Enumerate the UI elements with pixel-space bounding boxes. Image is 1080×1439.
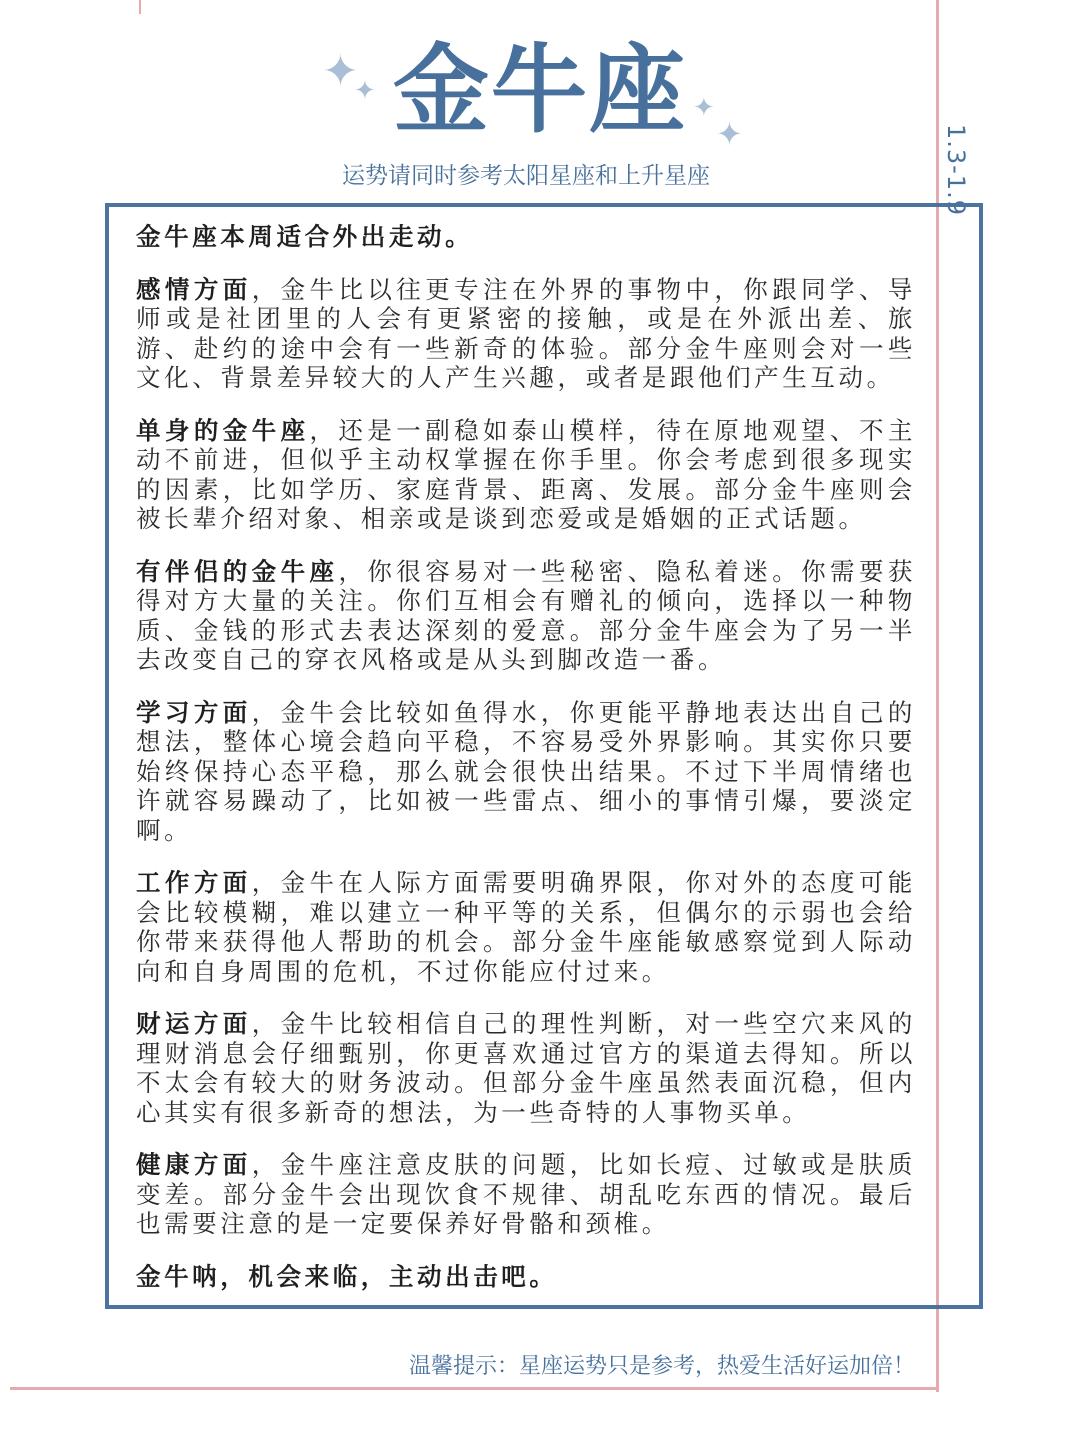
section-heading: 学习方面	[136, 697, 252, 727]
closing-text: 金牛呐，机会来临，主动出击吧。	[136, 1261, 558, 1291]
section-heading: 单身的金牛座	[136, 415, 310, 445]
section-text: ，金牛在人际方面需要明确界限，你对外的态度可能会比较模糊，难以建立一种平等的关系，但偶尔的示弱也会给你带来获得他人帮助的机会。部分金牛座能敏感察觉到人际动向和自身周围的危机，不过你能应付过来。	[136, 868, 916, 986]
page-subtitle: 运势请同时参考太阳星座和上升星座	[342, 163, 710, 189]
intro-text: 金牛座本周适合外出走动。	[136, 222, 474, 251]
footer-tip: 温馨提示：星座运势只是参考，热爱生活好运加倍！	[408, 1354, 915, 1379]
section-love	[136, 275, 916, 393]
section-partnered	[136, 557, 916, 675]
section-heading: 健康方面	[136, 1150, 252, 1179]
page-title: 金牛座	[393, 34, 687, 146]
intro-paragraph	[136, 222, 916, 252]
sparkle-icon: ✦	[693, 93, 715, 123]
closing-paragraph	[136, 1262, 916, 1292]
sparkle-icon: ✦	[354, 76, 376, 106]
section-heading: 工作方面	[136, 868, 252, 897]
section-wealth	[136, 1009, 916, 1127]
sparkle-icon: ✦	[716, 115, 743, 153]
decorative-horizontal-line	[10, 1387, 939, 1390]
sparkle-icon: ✦	[322, 46, 359, 97]
decorative-tick-line	[139, 0, 141, 14]
date-range-label: 1.3-1.9	[942, 124, 970, 216]
section-text: ，你很容易对一些秘密、隐私着迷。你需要获得对方大量的关注。你们互相会有赠礼的倾向，选择以一种物质、金钱的形式去表达深刻的爱意。部分金牛座会为了另一半去改变自己的穿衣风格或是从头到脚改造一番。	[136, 556, 916, 674]
section-study	[136, 698, 916, 846]
section-text: ，金牛比以往更专注在外界的事物中，你跟同学、导师或是社团里的人会有更紧密的接触，或是在外派出差、旅游、赴约的途中会有一些新奇的体验。部分金牛座则会对一些文化、背景差异较大的人产生兴趣，或者是跟他们产生互动。	[136, 274, 916, 392]
section-heading: 有伴侣的金牛座	[136, 556, 339, 586]
section-text: ，金牛比较相信自己的理性判断，对一些空穴来风的理财消息会仔细甄别，你更喜欢通过官方的渠道去得知。所以不太会有较大的财务波动。但部分金牛座虽然表面沉稳，但内心其实有很多新奇的想法，为一些奇特的人事物买单。	[136, 1009, 916, 1127]
section-text: ，金牛会比较如鱼得水，你更能平静地表达出自己的想法，整体心境会趋向平稳，不容易受外界影响。其实你只要始终保持心态平稳，那么就会很快出结果。不过下半周情绪也许就容易躁动了，比如被一些雷点、细小的事情引爆，要淡定啊。	[136, 697, 916, 845]
section-text: ，金牛座注意皮肤的问题，比如长痘、过敏或是肤质变差。部分金牛会出现饮食不规律、胡乱吃东西的情况。最后也需要注意的是一定要保养好骨骼和颈椎。	[136, 1150, 916, 1238]
section-health	[136, 1150, 916, 1239]
horoscope-content	[136, 222, 916, 1314]
section-heading: 感情方面	[136, 274, 252, 304]
section-work	[136, 868, 916, 986]
section-heading: 财运方面	[136, 1009, 252, 1038]
section-text: ，还是一副稳如泰山模样，待在原地观望、不主动不前进，但似乎主动权掌握在你手里。你会考虑到很多现实的因素，比如学历、家庭背景、距离、发展。部分金牛座则会被长辈介绍对象、相亲或是谈到恋爱或是婚姻的正式话题。	[136, 415, 916, 533]
section-single	[136, 416, 916, 534]
